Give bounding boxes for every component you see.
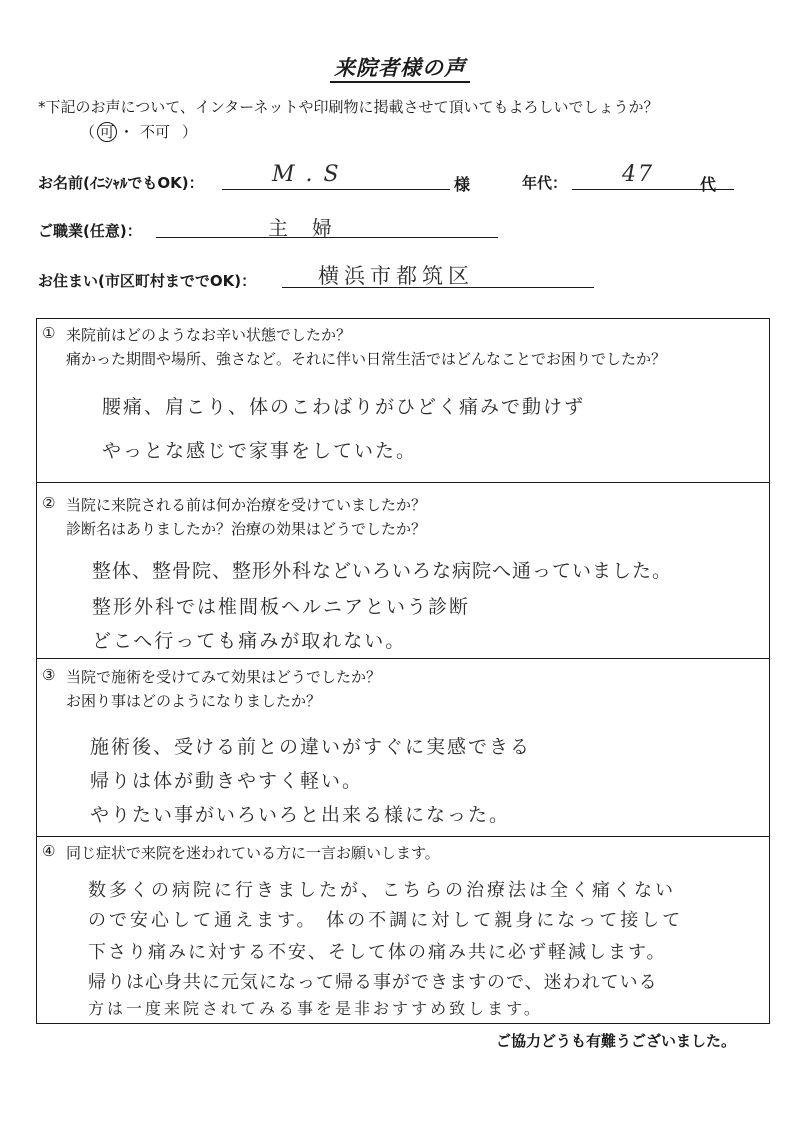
- answer-line: 腰痛、肩こり、体のこわばりがひどく痛みで動けず: [102, 396, 586, 418]
- age-label: 年代：: [522, 174, 568, 192]
- question-line: 痛かった期間や場所、強さなど。それに伴い日常生活ではどんなことでお困りでしたか？: [66, 350, 667, 368]
- section-divider: [36, 482, 770, 483]
- question-line: 当院に来院される前は何か治療を受けていましたか？: [66, 496, 427, 514]
- address-value: 横浜市都筑区: [318, 264, 474, 288]
- question-line: 同じ症状で来院を迷われている方に一言お願いします。: [66, 844, 440, 862]
- answer-line: 方は一度来院されてみる事を是非おすすめ致します。: [88, 999, 543, 1018]
- title-text: 来院者様の声: [330, 56, 470, 83]
- page-title: [0, 52, 800, 82]
- question-line: お困り事はどのようになりましたか？: [66, 692, 322, 710]
- answer-line: 下さり痛みに対する不安、そして体の痛み共に必ず軽減します。: [88, 942, 667, 963]
- permission-question: *下記のお声について、インターネットや印刷物に掲載させて頂いてもよろしいでしょうか？: [38, 98, 659, 116]
- answer-line: 整形外科では椎間板ヘルニアという診断: [92, 596, 471, 618]
- open-paren: （: [80, 123, 96, 141]
- age-suffix: 代: [700, 175, 717, 194]
- answer-line: 帰りは体が動きやすく軽い。: [90, 770, 364, 792]
- question-line: 当院で施術を受けてみて効果はどうでしたか？: [66, 668, 382, 686]
- option-separator: ・: [119, 123, 135, 141]
- question-number: ③: [42, 666, 56, 684]
- name-underline: [222, 189, 450, 190]
- address-label: お住まい(市区町村まででOK)：: [38, 272, 257, 290]
- name-label: お名前(ｲﾆｼｬﾙでもOK)：: [38, 174, 204, 192]
- section-divider: [36, 658, 770, 659]
- name-value: M . S: [272, 162, 341, 187]
- close-paren: ）: [182, 123, 198, 141]
- closing-message: ご協力どうも有難うございました。: [496, 1032, 737, 1050]
- question-number: ②: [42, 494, 56, 512]
- section-divider: [36, 836, 770, 837]
- occupation-value: 主 婦: [268, 216, 334, 240]
- question-line: 来院前はどのようなお辛い状態でしたか？: [66, 326, 352, 344]
- answer-line: 施術後、受ける前との違いがすぐに実感できる: [90, 736, 532, 758]
- answer-line: やっとな感じで家事をしていた。: [102, 440, 418, 462]
- question-number: ④: [42, 842, 56, 860]
- age-value: 47: [622, 162, 654, 187]
- allowed-option: 可: [97, 122, 117, 142]
- answer-line: やりたい事がいろいろと出来る様になった。: [90, 804, 511, 826]
- answer-line: 帰りは心身共に元気になって帰る事ができますので、迷われている: [88, 972, 658, 993]
- permission-options: [80, 121, 197, 142]
- question-line: 診断名はありましたか？治療の効果はどうでしたか？: [66, 520, 427, 538]
- answer-line: どこへ行っても痛みが取れない。: [92, 630, 407, 652]
- occupation-label: ご職業(任意)：: [38, 222, 142, 240]
- name-suffix: 様: [454, 175, 471, 194]
- not-allowed-option: 不可: [140, 123, 171, 141]
- answer-line: 数多くの病院に行きましたが、こちらの治療法は全く痛くない: [88, 880, 676, 901]
- answer-line: 整体、整骨院、整形外科などいろいろな病院へ通っていました。: [92, 560, 673, 582]
- question-number: ①: [42, 324, 56, 342]
- answer-line: ので安心して通えます。 体の不調に対して親身になって接して: [88, 910, 684, 931]
